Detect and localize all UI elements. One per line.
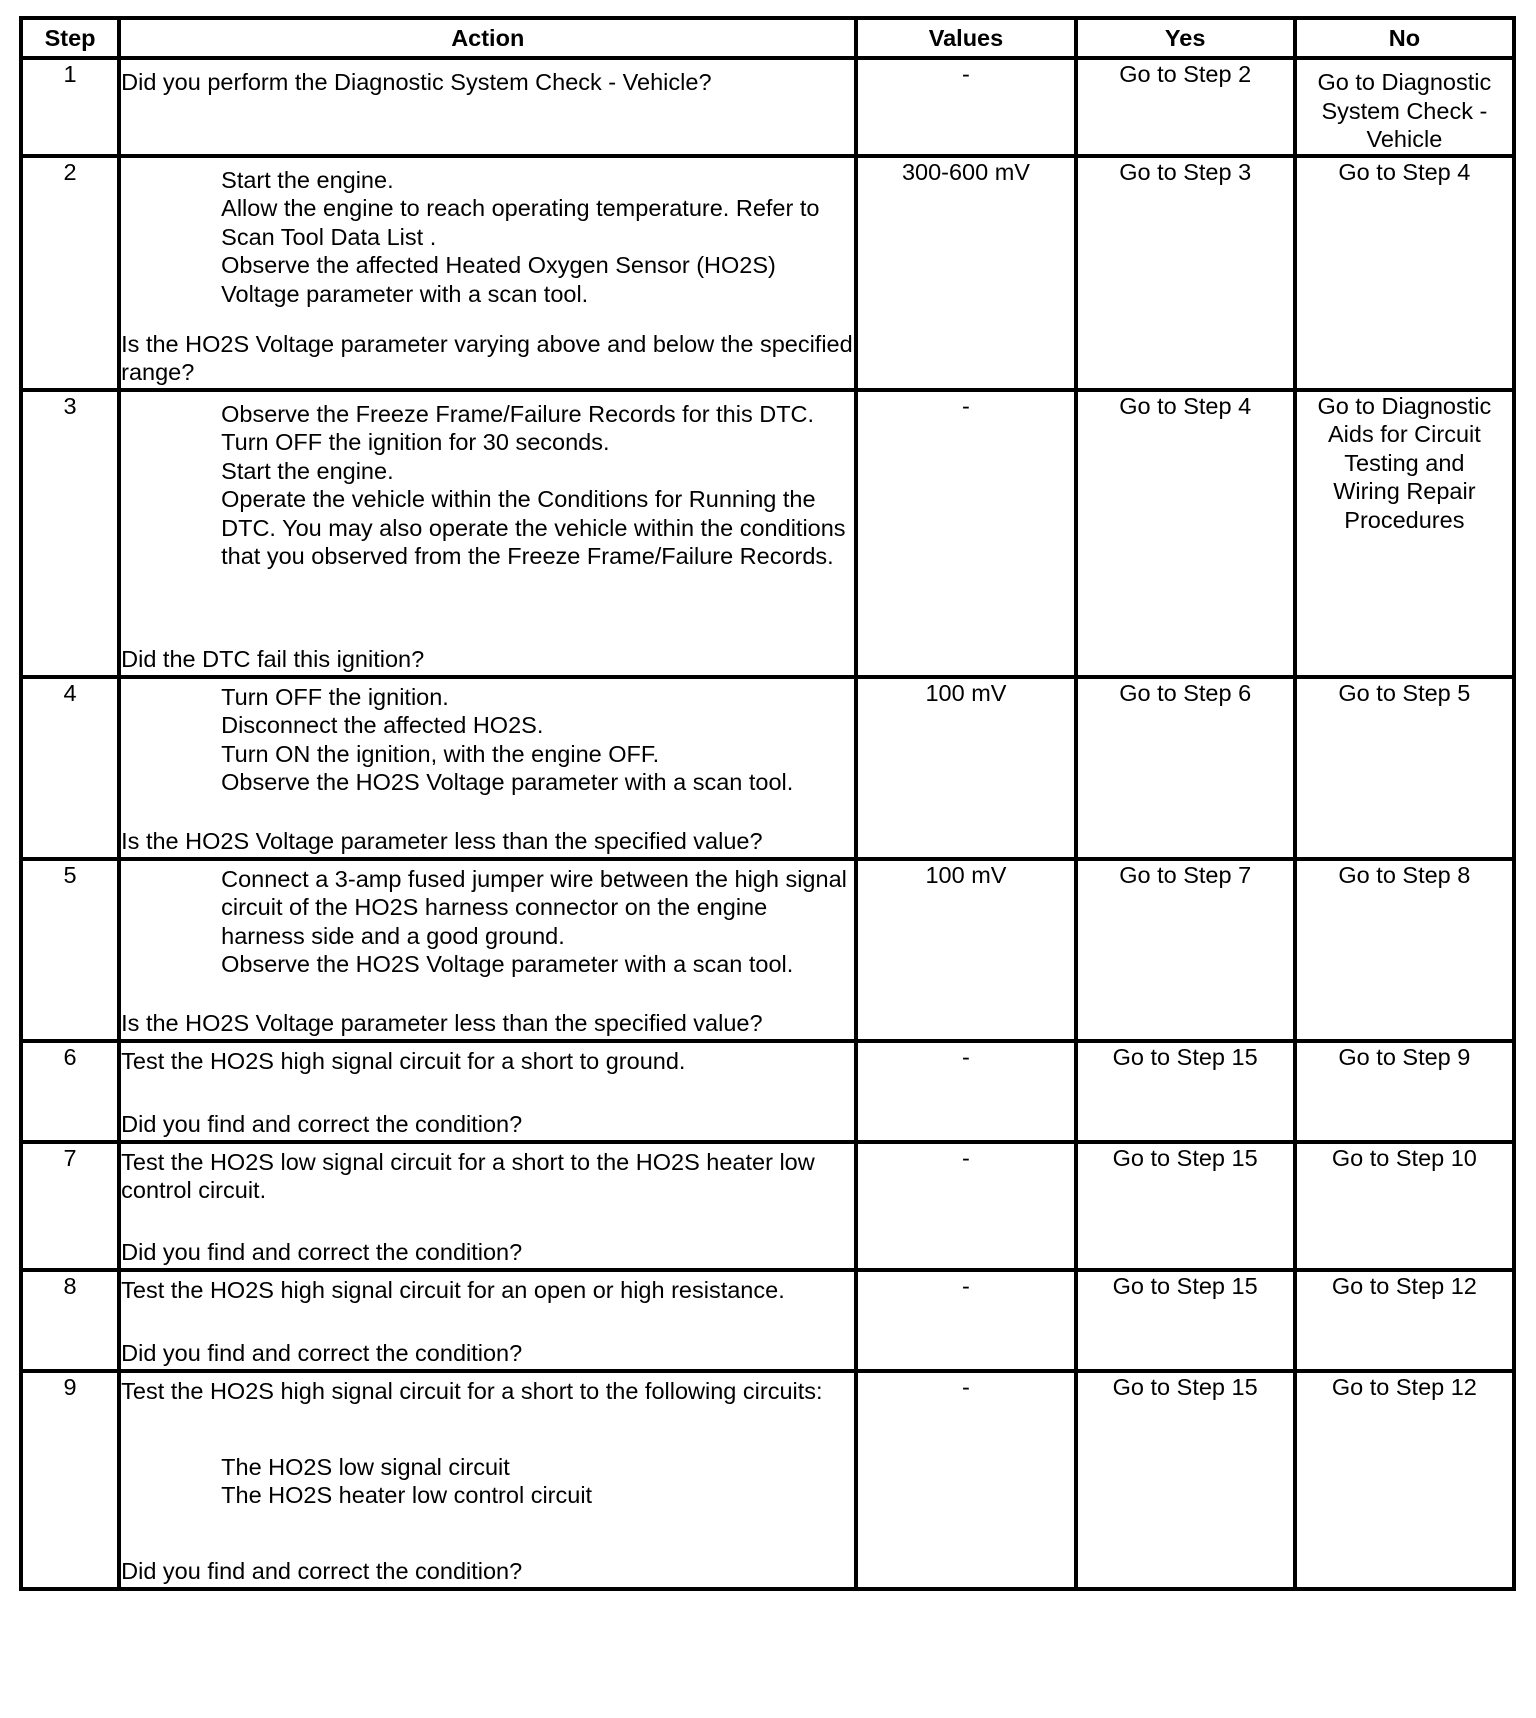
yes-cell: Go to Step 4 xyxy=(1076,390,1295,677)
value-cell: 100 mV xyxy=(856,677,1075,859)
action-step-item: Disconnect the affected HO2S. xyxy=(221,712,544,738)
action-step-item: Turn ON the ignition, with the engine OFF. xyxy=(221,740,660,767)
action-question: Did you find and correct the condition? xyxy=(121,1111,523,1137)
value-cell: 100 mV xyxy=(856,859,1075,1041)
action-cell xyxy=(119,1041,856,1142)
yes-cell: Go to Step 15 xyxy=(1076,1371,1295,1589)
header-action: Action xyxy=(119,18,856,58)
action-question: Is the HO2S Voltage parameter varying above and below the specified range? xyxy=(121,330,853,385)
yes-cell: Go to Step 6 xyxy=(1076,677,1295,859)
header-row xyxy=(21,18,1514,58)
no-cell: Go to Step 12 xyxy=(1295,1371,1514,1589)
value-cell: - xyxy=(856,390,1075,677)
step-number: 9 xyxy=(21,1371,119,1589)
step-number: 2 xyxy=(21,156,119,390)
no-cell: Go to Step 10 xyxy=(1295,1142,1514,1270)
no-cell: Go to Step 12 xyxy=(1295,1270,1514,1371)
no-cell: Go to Step 9 xyxy=(1295,1041,1514,1142)
value-cell: - xyxy=(856,1142,1075,1270)
action-steps xyxy=(221,400,854,571)
action-step-item: Allow the engine to reach operating temperature. Refer to Scan Tool Data List . xyxy=(221,195,820,250)
yes-cell: Go to Step 3 xyxy=(1076,156,1295,390)
action-step-item: The HO2S heater low control circuit xyxy=(221,1482,593,1508)
value-cell: - xyxy=(856,1270,1075,1371)
action-cell xyxy=(119,58,856,156)
action-step-item: Observe the affected Heated Oxygen Sensor (HO2S) Voltage parameter with a scan tool. xyxy=(221,252,776,307)
no-cell: Go to Step 5 xyxy=(1295,677,1514,859)
action-question: Is the HO2S Voltage parameter less than the specified value? xyxy=(121,828,763,854)
step-number: 4 xyxy=(21,677,119,859)
table-row-step-9 xyxy=(21,1371,1514,1589)
action-step-item: Observe the Freeze Frame/Failure Records for this DTC. xyxy=(221,400,815,427)
value-cell: - xyxy=(856,1371,1075,1589)
value-cell: - xyxy=(856,1041,1075,1142)
action-question: Did you find and correct the condition? xyxy=(121,1340,523,1366)
step-number: 5 xyxy=(21,859,119,1041)
action-step-item: Turn OFF the ignition. xyxy=(221,683,449,710)
diagnostic-table xyxy=(19,16,1516,1591)
action-step-item: Observe the HO2S Voltage parameter with a scan tool. xyxy=(221,769,794,795)
action-intro: Test the HO2S high signal circuit for a short to ground. xyxy=(121,1047,686,1074)
action-steps xyxy=(221,683,854,797)
action-cell xyxy=(119,1142,856,1270)
action-step-item: The HO2S low signal circuit xyxy=(221,1453,510,1480)
table-row-step-1 xyxy=(21,58,1514,156)
action-cell xyxy=(119,677,856,859)
action-step-item: Start the engine. xyxy=(221,166,394,193)
table-row-step-5 xyxy=(21,859,1514,1041)
table-row-step-6 xyxy=(21,1041,1514,1142)
no-cell: Go to Diagnostic Aids for Circuit Testing and Wiring Repair Procedures xyxy=(1295,390,1514,677)
action-question: Is the HO2S Voltage parameter less than the specified value? xyxy=(121,1010,763,1036)
step-number: 6 xyxy=(21,1041,119,1142)
step-number: 7 xyxy=(21,1142,119,1270)
table-row-step-4 xyxy=(21,677,1514,859)
action-step-item: Connect a 3-amp fused jumper wire between the high signal circuit of the HO2S harness connector on the engine harness side and a good ground. xyxy=(221,865,847,949)
action-cell xyxy=(119,1270,856,1371)
yes-cell: Go to Step 15 xyxy=(1076,1270,1295,1371)
action-step-item: Turn OFF the ignition for 30 seconds. xyxy=(221,429,610,455)
action-intro: Test the HO2S high signal circuit for a short to the following circuits: xyxy=(121,1377,823,1404)
action-cell xyxy=(119,1371,856,1589)
action-question: Did the DTC fail this ignition? xyxy=(121,646,425,672)
header-yes: Yes xyxy=(1076,18,1295,58)
action-intro: Did you perform the Diagnostic System Check - Vehicle? xyxy=(121,69,712,95)
diagnostic-page xyxy=(19,16,1516,1591)
action-steps xyxy=(221,166,854,309)
header-no: No xyxy=(1295,18,1514,58)
header-values: Values xyxy=(856,18,1075,58)
action-intro: Test the HO2S low signal circuit for a short to the HO2S heater low control circuit. xyxy=(121,1148,815,1203)
yes-cell: Go to Step 7 xyxy=(1076,859,1295,1041)
action-step-item: Operate the vehicle within the Conditions for Running the DTC. You may also operate the vehicle within the conditions that you observed from the Freeze Frame/Failure Records. xyxy=(221,486,846,569)
action-question: Did you find and correct the condition? xyxy=(121,1558,523,1584)
yes-cell: Go to Step 15 xyxy=(1076,1142,1295,1270)
action-step-item: Observe the HO2S Voltage parameter with a scan tool. xyxy=(221,951,794,977)
step-number: 8 xyxy=(21,1270,119,1371)
no-cell: Go to Diagnostic System Check - Vehicle xyxy=(1295,58,1514,156)
header-step: Step xyxy=(21,18,119,58)
action-steps xyxy=(221,1453,854,1510)
value-cell: 300-600 mV xyxy=(856,156,1075,390)
action-question: Did you find and correct the condition? xyxy=(121,1239,523,1265)
table-row-step-2 xyxy=(21,156,1514,390)
step-number: 3 xyxy=(21,390,119,677)
no-cell: Go to Step 8 xyxy=(1295,859,1514,1041)
no-cell: Go to Step 4 xyxy=(1295,156,1514,390)
table-row-step-8 xyxy=(21,1270,1514,1371)
yes-cell: Go to Step 15 xyxy=(1076,1041,1295,1142)
value-cell: - xyxy=(856,58,1075,156)
action-cell xyxy=(119,390,856,677)
action-intro: Test the HO2S high signal circuit for an open or high resistance. xyxy=(121,1276,785,1303)
table-row-step-7 xyxy=(21,1142,1514,1270)
step-number: 1 xyxy=(21,58,119,156)
action-step-item: Start the engine. xyxy=(221,457,394,484)
action-cell xyxy=(119,859,856,1041)
table-row-step-3 xyxy=(21,390,1514,677)
action-cell xyxy=(119,156,856,390)
yes-cell: Go to Step 2 xyxy=(1076,58,1295,156)
action-steps xyxy=(221,865,854,979)
